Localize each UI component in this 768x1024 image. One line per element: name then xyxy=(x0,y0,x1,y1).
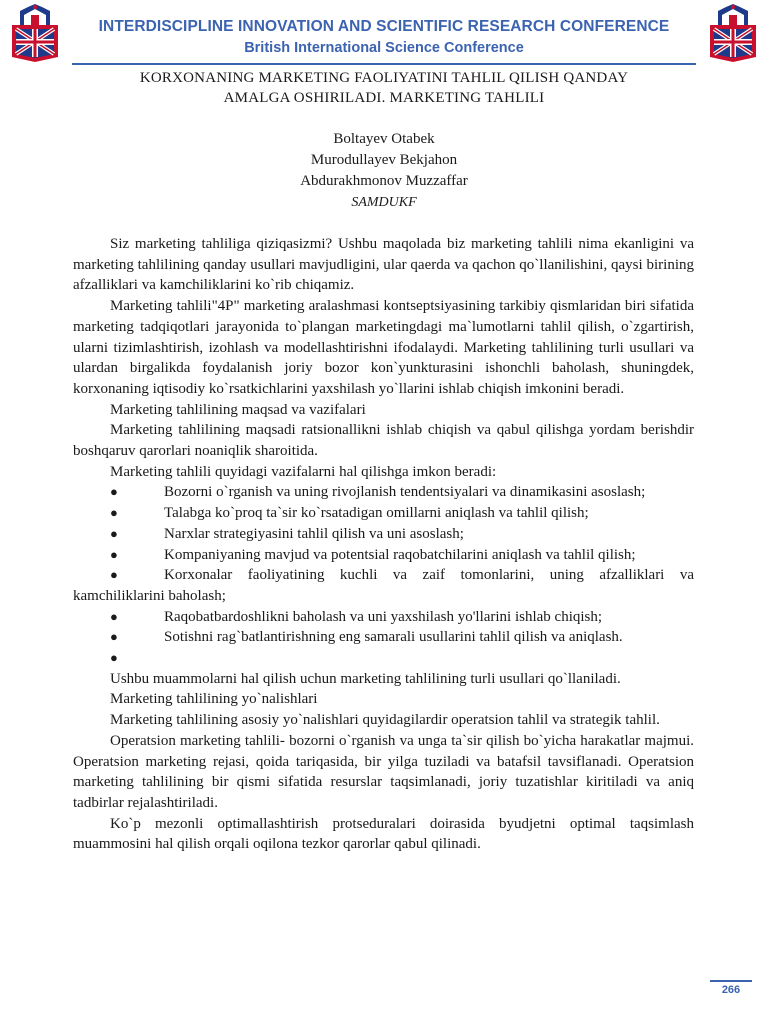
author-name: Boltayev Otabek xyxy=(333,131,435,147)
author-block xyxy=(72,129,696,213)
list-item xyxy=(73,627,694,648)
list-item-text: Kompaniyaning mavjud va potentsial raqobatchilarini aniqlash va tahlil qilish; xyxy=(164,546,636,563)
list-item-text: Narxlar strategiyasini tahlil qilish va uni asoslash; xyxy=(164,525,464,542)
list-item xyxy=(73,648,694,669)
bullet-icon: ● xyxy=(110,567,118,583)
list-item xyxy=(73,482,694,503)
list-item-text: Talabga ko`proq ta`sir ko`rsatadigan omillarni aniqlash va tahlil qilish; xyxy=(164,505,589,522)
list-item xyxy=(73,565,694,606)
author-name: Murodullayev Bekjahon xyxy=(310,152,458,168)
footer-divider xyxy=(710,980,752,982)
list-item xyxy=(73,524,694,545)
bullet-icon: ● xyxy=(110,608,118,624)
bullet-icon: ● xyxy=(110,505,118,521)
paragraph: Marketing tahlilining asosiy yo`nalishlari quyidagilardir operatsion tahlil va strategik tahlil. xyxy=(110,712,660,729)
article-body xyxy=(73,234,694,855)
bullet-icon: ● xyxy=(110,484,118,500)
affiliation: SAMDUKF xyxy=(351,195,417,210)
british-conference-crest-icon xyxy=(704,3,762,63)
paragraph: Marketing tahlili"4P" marketing aralashmasi kontseptsiyasining tarkibiy qismlaridan biri sifatida marketing tadqiqotlari jarayonida to`plangan marketingdagi ma`lumotlarni tahlil qilish, o`zgartirish, ularni tizimlashtirish, izohlash va modellashtirishni ifodalaydi. Marketing tahlilining turli usullari va ulardan birgalikda foydalanish joriy bozor kon`yunkturasini ishonchli baholash, shuningdek, korxonaning iqtisodiy ko`rsatkichlarini yaxshilash yo`llarini ishlab chiqish imkonini beradi. xyxy=(73,298,694,397)
conference-subtitle: British International Science Conference xyxy=(244,40,524,56)
paragraph: Ushbu muammolarni hal qilish uchun marketing tahlilining turli usullari qo`llaniladi. xyxy=(110,670,621,687)
bullet-icon: ● xyxy=(110,525,118,541)
list-item xyxy=(73,545,694,566)
header-divider xyxy=(72,63,696,65)
conference-header xyxy=(0,0,768,66)
list-item xyxy=(73,503,694,524)
paragraph: Ko`p mezonli optimallashtirish protseduralari doirasida byudjetni optimal taqsimlash muammosini hal qilish orqali oqilona tezkor qarorlar qabul qilinadi. xyxy=(73,815,694,853)
section-heading: Marketing tahlilining maqsad va vazifalari xyxy=(110,401,366,418)
paragraph: Operatsion marketing tahlili- bozorni o`rganish va unga ta`sir qilish bo`yicha harakatlar majmui. Operatsion marketing rejasi, qoida tariqasida, bir yilga tuziladi va batafsil tavsiflanadi. Operatsion marketing tahlilining bir qismi sifatida resurslar taqsimlanadi, joriy tuzatishlar kiritiladi va aniq tadbirlar rejalashtiriladi. xyxy=(73,732,694,811)
bullet-icon: ● xyxy=(110,629,118,645)
paper-title-line: AMALGA OSHIRILADI. MARKETING TAHLILI xyxy=(223,90,545,106)
list-item-text: Bozorni o`rganish va uning rivojlanish tendentsiyalari va dinamikasini asoslash; xyxy=(164,484,646,501)
paragraph: Marketing tahlili quyidagi vazifalarni hal qilishga imkon beradi: xyxy=(110,463,497,480)
list-item-text: Korxonalar faoliyatining kuchli va zaif tomonlarini, uning afzalliklari va kamchiliklarini baholash; xyxy=(73,567,694,604)
paragraph: Marketing tahlilining maqsadi ratsionallikni ishlab chiqish va qabul qilishga yordam berishdir boshqaruv qarorlari noaniqlik sharoitida. xyxy=(73,422,694,460)
paragraph: Siz marketing tahliliga qiziqasizmi? Ushbu maqolada biz marketing tahlili nima ekanligini va marketing tahlilining qanday usullari mavjudligini, ular qaerda va qachon qo`llanilishini, qaysi birining afzalliklari va kamchiliklarini ko`rib chiqamiz. xyxy=(73,236,694,294)
author-name: Abdurakhmonov Muzzaffar xyxy=(300,173,468,189)
list-item xyxy=(73,607,694,628)
list-item-text: Sotishni rag`batlantirishning eng samarali usullarini tahlil qilish va aniqlash. xyxy=(164,629,623,646)
page-number: 266 xyxy=(721,984,741,996)
bullet-icon: ● xyxy=(110,650,118,666)
bullet-icon: ● xyxy=(110,546,118,562)
paper-title xyxy=(72,68,696,108)
paper-title-line: KORXONANING MARKETING FAOLIYATINI TAHLIL QILISH QANDAY xyxy=(139,70,629,86)
section-heading: Marketing tahlilining yo`nalishlari xyxy=(110,691,318,708)
list-item-text: Raqobatbardoshlikni baholash va uni yaxshilash yo'llarini ishlab chiqish; xyxy=(164,608,603,625)
conference-title: INTERDISCIPLINE INNOVATION AND SCIENTIFIC RESEARCH CONFERENCE xyxy=(98,18,670,35)
